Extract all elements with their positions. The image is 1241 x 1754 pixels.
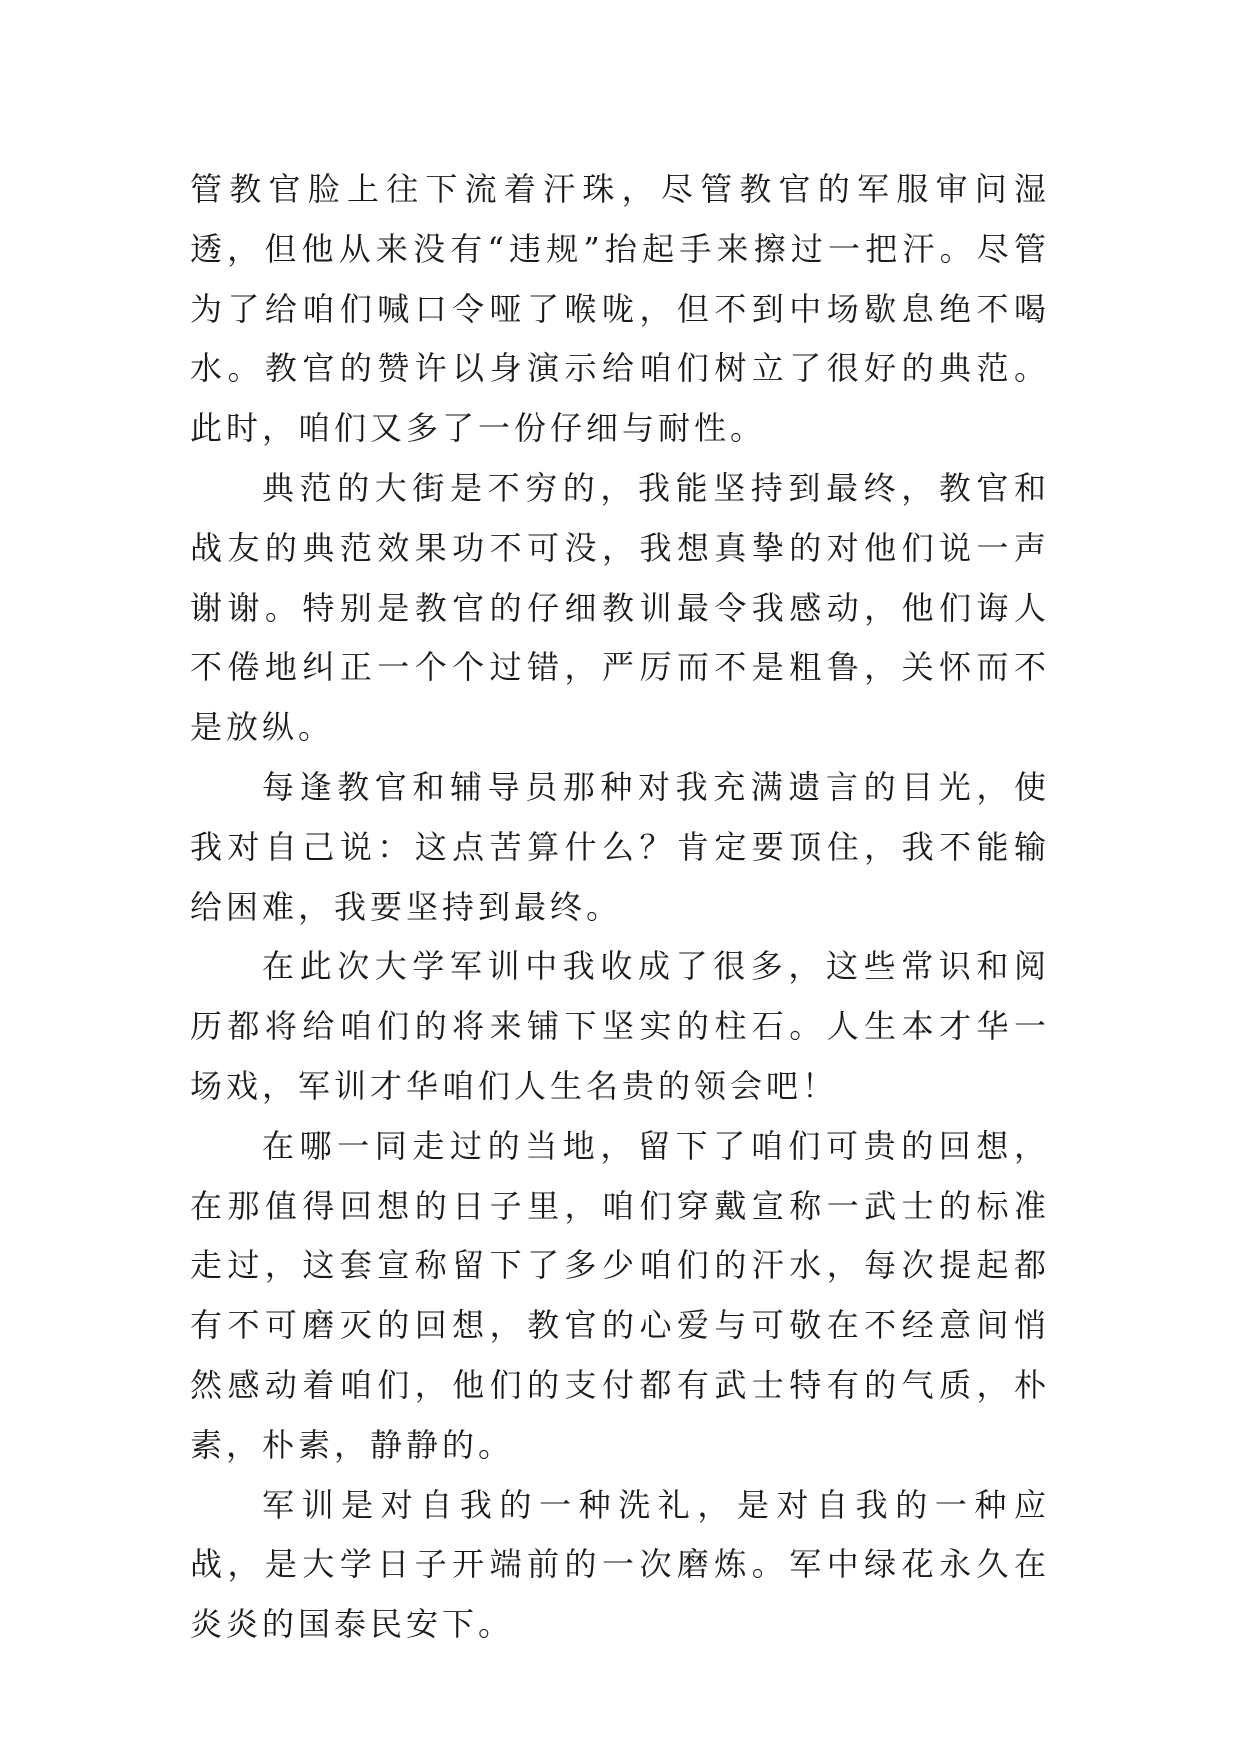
paragraph-5: 在哪一同走过的当地，留下了咱们可贵的回想，在那值得回想的日子里，咱们穿戴宣称一武士的标准走过，这套宣称留下了多少咱们的汗水，每次提起都有不可磨灭的回想，教官的心爱与可敬在不经意间悄然感动着咱们，他们的支付都有武士特有的气质，朴素，朴素，静静的。 bbox=[190, 1126, 1050, 1464]
paragraph-3: 每逢教官和辅导员那种对我充满遗言的目光，使我对自己说：这点苦算什么？肯定要顶住，我不能输给困难，我要坚持到最终。 bbox=[190, 767, 1050, 926]
document-body bbox=[190, 160, 1050, 1655]
paragraph-4: 在此次大学军训中我收成了很多，这些常识和阅历都将给咱们的将来铺下坚实的柱石。人生本才华一场戏，军训才华咱们人生名贵的领会吧！ bbox=[190, 947, 1050, 1105]
paragraph-2: 典范的大街是不穷的，我能坚持到最终，教官和战友的典范效果功不可没，我想真挚的对他们说一声谢谢。特别是教官的仔细教训最令我感动，他们诲人不倦地纠正一个个过错，严厉而不是粗鲁，关怀而不是放纵。 bbox=[190, 468, 1050, 747]
paragraph-1: 管教官脸上往下流着汗珠，尽管教官的军服审问湿透，但他从来没有“违规”抬起手来擦过一把汗。尽管为了给咱们喊口令哑了喉咙，但不到中场歇息绝不喝水。教官的赞许以身演示给咱们树立了很好的典范。此时，咱们又多了一份仔细与耐性。 bbox=[190, 170, 1050, 448]
paragraph-6: 军训是对自我的一种洗礼，是对自我的一种应战，是大学日子开端前的一次磨炼。军中绿花永久在炎炎的国泰民安下。 bbox=[190, 1485, 1050, 1644]
